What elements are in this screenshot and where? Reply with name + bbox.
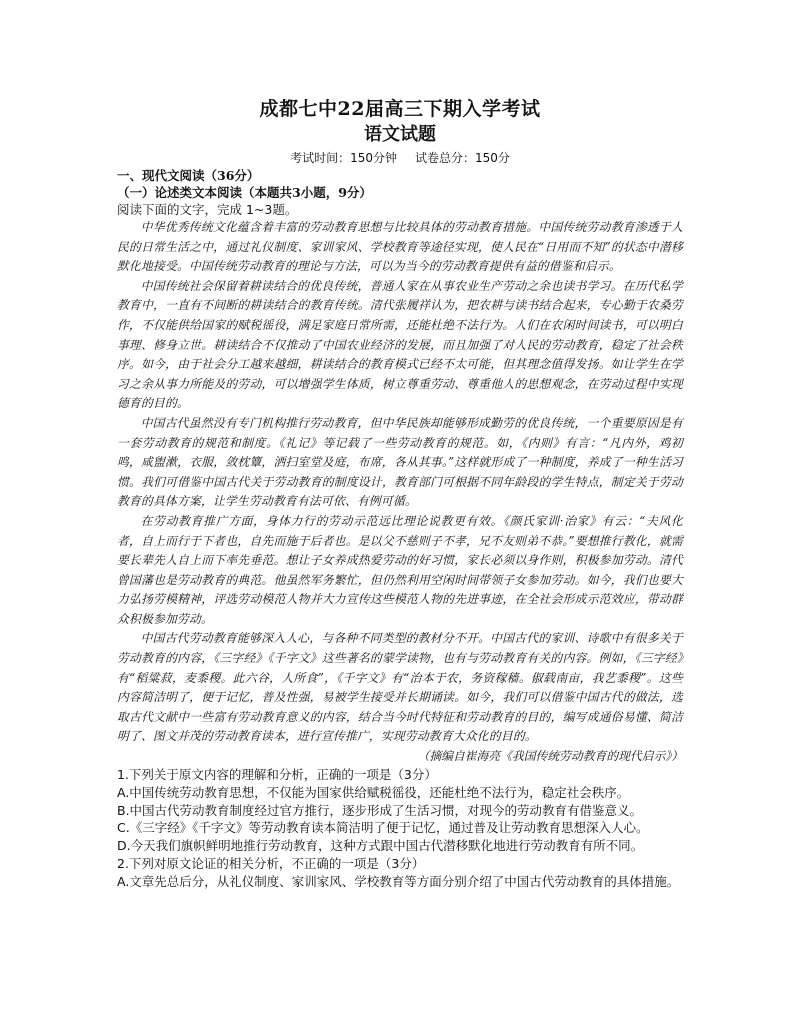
question-1-option-a: A.中国传统劳动教育思想，不仅能为国家供给赋税徭役，还能杜绝不法行为，稳定社会秩序。 — [117, 784, 630, 800]
section-heading: 一、现代文阅读（36分） — [117, 168, 260, 183]
passage-paragraph: 在劳动教育推广方面，身体力行的劳动示范远比理论说教更有效。《颜氏家训·治家》有云：“夫风化者，自上而行于下者也，自先而施于后者也。是以父不慈则子不孝，兄不友则弟不恭。”要想推行教化，就需要长辈先人自上而下率先垂范。想让子女养成热爱劳动的好习惯，家长必须以身作则，积极参加劳动。清代曾国藩也是劳动教育的典范。他虽然军务繁忙，但仍然利用空闲时间带领子女参加劳动。如今，我们也要大力弘扬劳模精神，评选劳动模范人物并大力宣传这些模范人物的先进事迹，在全社会形成示范效应，带动群众积极参加劳动。 — [117, 513, 683, 626]
reading-passage — [117, 218, 683, 747]
passage-paragraph: 中国古代劳动教育能够深入人心，与各种不同类型的教材分不开。中国古代的家训、诗歌中有很多关于劳动教育的内容，《三字经》《千字文》这些著名的蒙学读物，也有与劳动教育有关的内容。例如，《三字经》有“稻粱菽，麦黍稷。此六谷，人所食”，《千字文》有“治本于农，务资稼穑。俶载南亩，我艺黍稷”。这些内容简洁明了，便于记忆，普及性强，易被学生接受并长期诵读。如今，我们可以借鉴中国古代的做法，选取古代文献中一些富有劳动教育意义的内容，结合当今时代特征和劳动教育的目的，编写成通俗易懂、简洁明了、图文并茂的劳动教育读本，进行宣传推广，实现劳动教育大众化的目的。 — [117, 631, 683, 744]
exam-title: 成都七中22届高三下期入学考试 — [259, 98, 541, 120]
question-1-option-d: D.今天我们旗帜鲜明地推行劳动教育，这种方式跟中国古代潜移默化地进行劳动教育有所不同。 — [117, 838, 644, 854]
question-1-option-c: C.《三字经》《千字文》等劳动教育读本简洁明了便于记忆，通过普及让劳动教育思想深入人心。 — [117, 820, 649, 836]
passage-paragraph: 中国传统社会保留着耕读结合的优良传统，普通人家在从事农业生产劳动之余也读书学习。在历代私学教育中，一直有不间断的耕读结合的教育传统。清代张履祥认为，把农耕与读书结合起来，专心勤于农桑劳作，不仅能供给国家的赋税徭役，满足家庭日常所需，还能杜绝不法行为。人们在农闲时间读书，可以明白事理、修身立世。耕读结合不仅推动了中国农业经济的发展，而且加强了对人民的劳动教育，稳定了社会秩序。如今，由于社会分工越来越细，耕读结合的教育模式已经不太可能，但其理念值得发扬。如让学生在学习之余从事力所能及的劳动，可以增强学生体质，树立尊重劳动、尊重他人的思想观念，在劳动过程中实现德育的目的。 — [117, 278, 683, 411]
exam-subtitle: 语文试题 — [364, 124, 436, 145]
question-1-option-b: B.中国古代劳动教育制度经过官方推行，逐步形成了生活习惯，对现今的劳动教育有借鉴意义。 — [117, 802, 643, 818]
exam-time: 考试时间：150分钟 — [290, 151, 397, 165]
subsection-heading: （一）论述类文本阅读（本题共3小题，9分） — [117, 185, 372, 200]
passage-paragraph: 中国古代虽然没有专门机构推行劳动教育，但中华民族却能够形成勤劳的优良传统，一个重要原因是有一套劳动教育的规范和制度。《礼记》等记载了一些劳动教育的规范。如，《内则》有言：“凡内外，鸡初鸣，咸盥漱，衣服，敛枕簟，洒扫室堂及庭，布席，各从其事。”这样就形成了一种制度，养成了一种生活习惯。我们可借鉴中国古代关于劳动教育的制度设计，教育部门可根据不同年龄段的学生特点，制定关于劳动教育的具体方案，让学生劳动教育有法可依、有例可循。 — [117, 415, 683, 509]
instruction: 阅读下面的文字，完成 1~3题。 — [117, 202, 298, 217]
exam-page — [117, 96, 683, 891]
passage-source: （摘编自崔海亮《我国传统劳动教育的现代启示》） — [417, 749, 683, 764]
question-1-stem: 1.下列关于原文内容的理解和分析，正确的一项是（3分） — [117, 767, 437, 783]
question-2-option-a: A.文章先总后分，从礼仪制度、家训家风、学校教育等方面分别介绍了中国古代劳动教育的具体措施。 — [117, 873, 680, 889]
passage-paragraph: 中华优秀传统文化蕴含着丰富的劳动教育思想与比较具体的劳动教育措施。中国传统劳动教育渗透于人民的日常生活之中，通过礼仪制度、家训家风、学校教育等途径实现，使人民在“日用而不知”的状态中潜移默化地接受。中国传统劳动教育的理论与方法，可以为当今的劳动教育提供有益的借鉴和启示。 — [117, 220, 683, 274]
question-2-stem: 2.下列对原文论证的相关分析，不正确的一项是（3分） — [117, 856, 425, 872]
total-score: 试卷总分：150分 — [415, 151, 510, 165]
exam-meta — [117, 149, 683, 167]
